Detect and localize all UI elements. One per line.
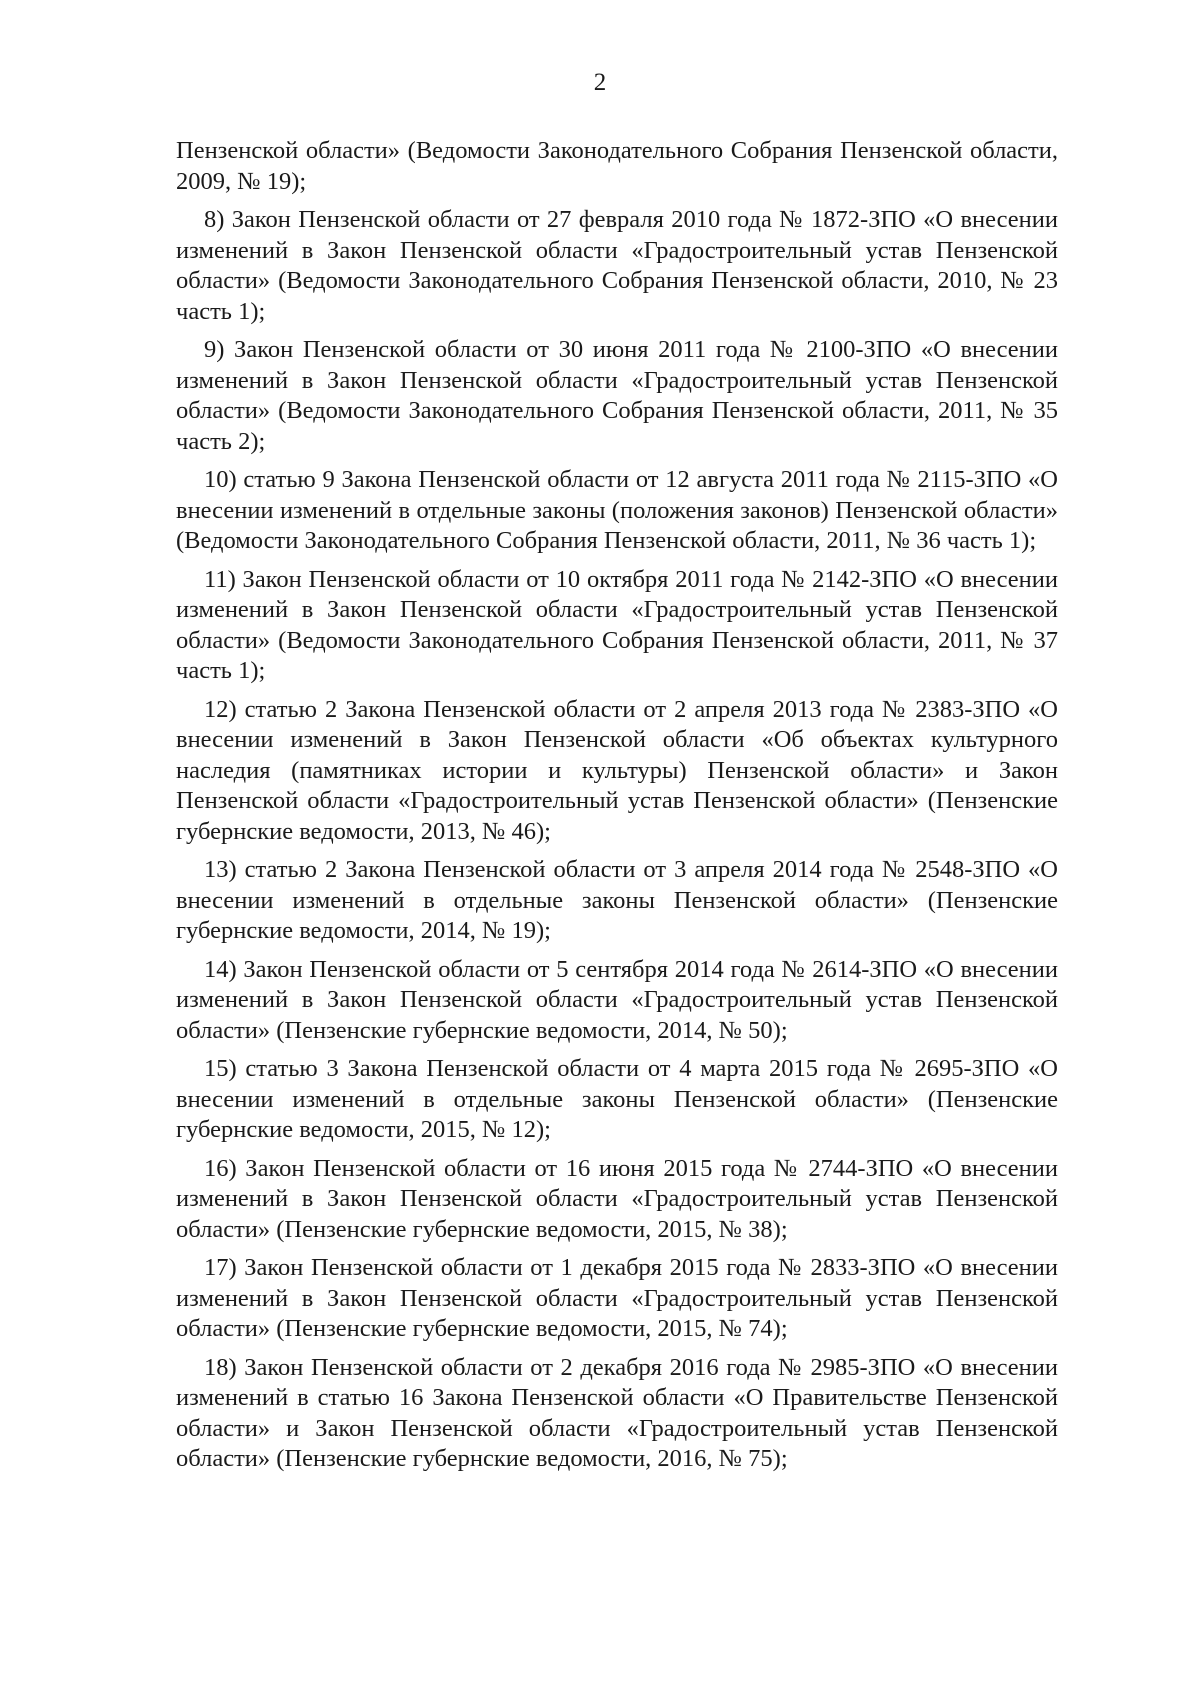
list-item-14: 14) Закон Пензенской области от 5 сентября 2014 года № 2614-ЗПО «О внесении изменений в Закон Пензенской области «Градостроительный устав Пензенской области» (Пензенские губернские ведомости, 2014, № 50); [176,955,1058,1044]
list-item-13: 13) статью 2 Закона Пензенской области от 3 апреля 2014 года № 2548-ЗПО «О внесении изменений в отдельные законы Пензенской области» (Пензенские губернские ведомости, 2014, № 19); [176,856,1058,944]
list-item-9: 9) Закон Пензенской области от 30 июня 2011 года № 2100-ЗПО «О внесении изменений в Закон Пензенской области «Градостроительный устав Пензенской области» (Ведомости Законодательного Собрания Пензенской области, 2011, № 35 часть 2); [176,336,1058,455]
list-item-18: 18) Закон Пензенской области от 2 декабря 2016 года № 2985-ЗПО «О внесении изменений в статью 16 Закона Пензенской области «О Правительстве Пензенской области» и Закон Пензенской области «Градостроительный устав Пензенской области» (Пензенские губернские ведомости, 2016, № 75); [176,1353,1058,1472]
list-item-12: 12) статью 2 Закона Пензенской области от 2 апреля 2013 года № 2383-ЗПО «О внесении изменений в Закон Пензенской области «Об объектах культурного наследия (памятниках истории и культуры) Пензенской области» и Закон Пензенской области «Градостроительный устав Пензенской области» (Пензенские губернские ведомости, 2013, № 46); [176,695,1058,845]
list-item-8: 8) Закон Пензенской области от 27 февраля 2010 года № 1872-ЗПО «О внесении изменений в Закон Пензенской области «Градостроительный устав Пензенской области» (Ведомости Законодательного Собрания Пензенской области, 2010, № 23 часть 1); [176,206,1058,325]
page-number: 2 [593,69,607,96]
list-item-16: 16) Закон Пензенской области от 16 июня 2015 года № 2744-ЗПО «О внесении изменений в Закон Пензенской области «Градостроительный устав Пензенской области» (Пензенские губернские ведомости, 2015, № 38); [176,1154,1058,1243]
list-item-15: 15) статью 3 Закона Пензенской области от 4 марта 2015 года № 2695-ЗПО «О внесении изменений в отдельные законы Пензенской области» (Пензенские губернские ведомости, 2015, № 12); [176,1055,1058,1143]
list-item-10: 10) статью 9 Закона Пензенской области от 12 августа 2011 года № 2115-ЗПО «О внесении изменений в отдельные законы (положения законов) Пензенской области» (Ведомости Законодательного Собрания Пензенской области, 2011, № 36 часть 1); [176,466,1058,554]
paragraph-continuation: Пензенской области» (Ведомости Законодательного Собрания Пензенской области, 2009, № 19); [176,137,1058,195]
document-body [176,136,1058,1483]
list-item-11: 11) Закон Пензенской области от 10 октября 2011 года № 2142-ЗПО «О внесении изменений в Закон Пензенской области «Градостроительный устав Пензенской области» (Ведомости Законодательного Собрания Пензенской области, 2011, № 37 часть 1); [176,565,1058,684]
list-item-17: 17) Закон Пензенской области от 1 декабря 2015 года № 2833-ЗПО «О внесении изменений в Закон Пензенской области «Градостроительный устав Пензенской области» (Пензенские губернские ведомости, 2015, № 74); [176,1254,1058,1342]
